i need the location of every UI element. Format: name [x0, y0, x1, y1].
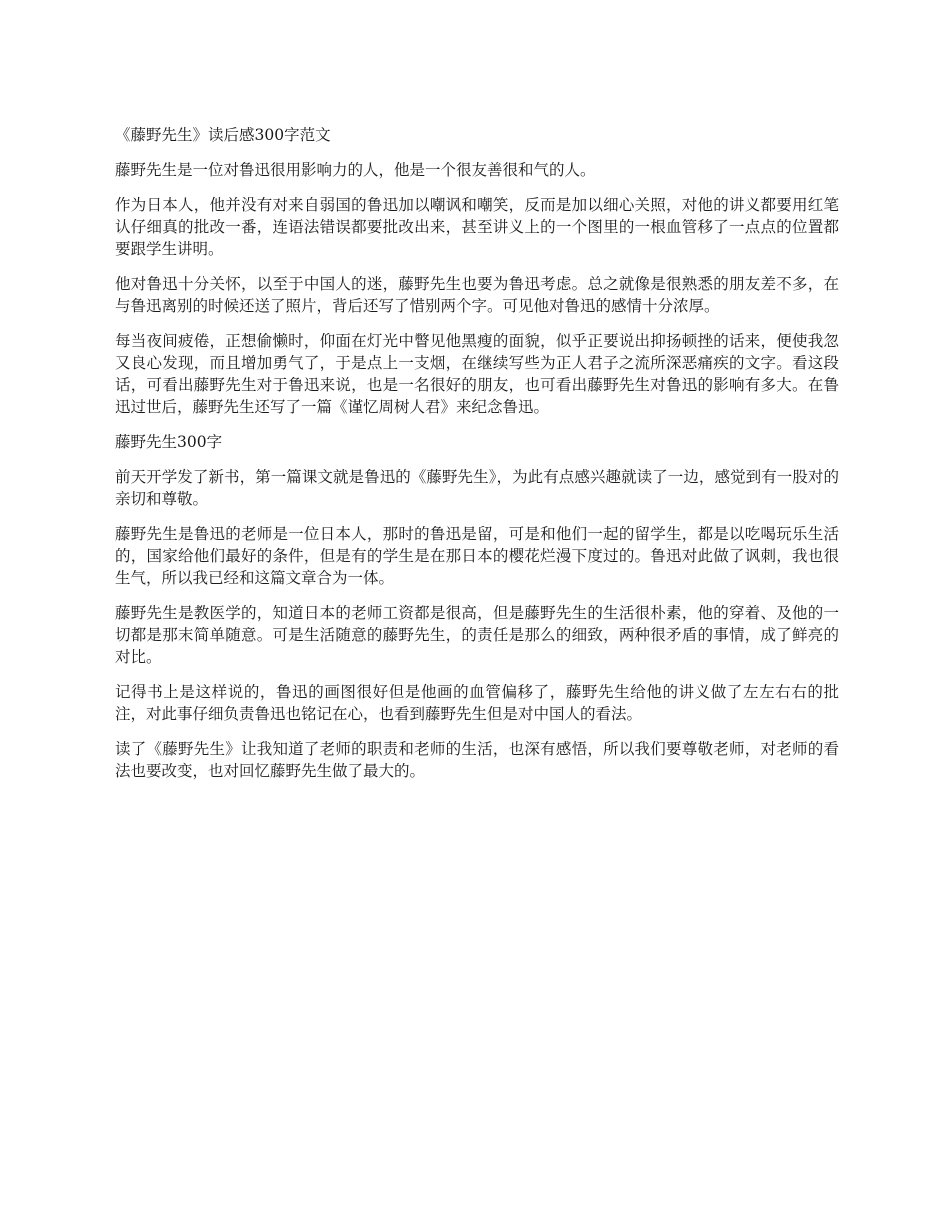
paragraph: 藤野先生是教医学的，知道日本的老师工资都是很高，但是藤野先生的生活很朴素，他的穿着、及他的一切都是那末简单随意。可是生活随意的藤野先生，的责任是那么的细致，两种很矛盾的事情，成了鲜亮的对比。	[115, 604, 839, 666]
document-title: 《藤野先生》读后感300字范文	[115, 126, 331, 144]
paragraph: 藤野先生是鲁迅的老师是一位日本人，那时的鲁迅是留，可是和他们一起的留学生，都是以吃喝玩乐生活的，国家给他们最好的条件，但是有的学生是在那日本的樱花烂漫下度过的。鲁迅对此做了讽刺，我也很生气，所以我已经和这篇文章合为一体。	[115, 525, 839, 587]
paragraph: 作为日本人，他并没有对来自弱国的鲁迅加以嘲讽和嘲笑，反而是加以细心关照，对他的讲义都要用红笔认仔细真的批改一番，连语法错误都要批改出来，甚至讲义上的一个图里的一根血管移了一点点的位置都要跟学生讲明。	[115, 196, 839, 258]
paragraph: 每当夜间疲倦，正想偷懒时，仰面在灯光中瞥见他黑瘦的面貌，似乎正要说出抑扬顿挫的话来，便使我忽又良心发现，而且增加勇气了，于是点上一支烟，在继续写些为正人君子之流所深恶痛疾的文字。看这段话，可看出藤野先生对于鲁迅来说，也是一名很好的朋友，也可看出藤野先生对鲁迅的影响有多大。在鲁迅过世后，藤野先生还写了一篇《谨忆周树人君》来纪念鲁迅。	[115, 332, 839, 416]
paragraph: 他对鲁迅十分关怀，以至于中国人的迷，藤野先生也要为鲁迅考虑。总之就像是很熟悉的朋友差不多，在与鲁迅离别的时候还送了照片，背后还写了惜别两个字。可见他对鲁迅的感情十分浓厚。	[115, 275, 839, 315]
paragraph: 读了《藤野先生》让我知道了老师的职责和老师的生活，也深有感悟，所以我们要尊敬老师，对老师的看法也要改变，也对回忆藤野先生做了最大的。	[115, 740, 839, 780]
section-subtitle: 藤野先生300字	[115, 433, 223, 451]
document-body	[115, 124, 839, 795]
paragraph: 前天开学发了新书，第一篇课文就是鲁迅的《藤野先生》，为此有点感兴趣就读了一边，感觉到有一股对的亲切和尊敬。	[115, 468, 839, 508]
paragraph: 藤野先生是一位对鲁迅很用影响力的人，他是一个很友善很和气的人。	[115, 161, 596, 179]
paragraph: 记得书上是这样说的，鲁迅的画图很好但是他画的血管偏移了，藤野先生给他的讲义做了左左右右的批注，对此事仔细负责鲁迅也铭记在心，也看到藤野先生但是对中国人的看法。	[115, 683, 839, 723]
